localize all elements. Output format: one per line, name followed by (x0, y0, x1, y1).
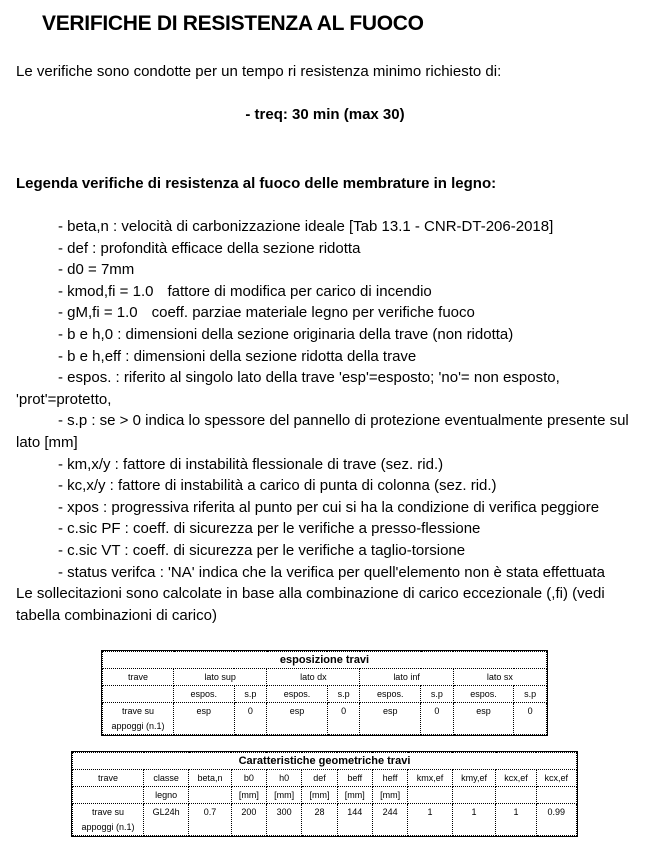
page-title: VERIFICHE DI RESISTENZA AL FUOCO (42, 12, 424, 35)
table-cell: esp (360, 703, 421, 735)
intro-text: Le verifiche sono condotte per un tempo ri resistenza minimo richiesto di: (16, 63, 502, 80)
closing-text: Le sollecitazioni sono calcolate in base alla combinazione di carico eccezionale (,fi) (vedi tabella combinazioni di carico) (16, 585, 605, 624)
table-cell: 0 (514, 703, 547, 735)
column-subheader: espos. (453, 686, 514, 703)
legend-item: - status verifca : 'NA' indica che la verifica per quell'elemento non è stata effettuata (58, 563, 605, 581)
column-subheader: espos. (360, 686, 421, 703)
table-cell: 1 (408, 804, 453, 836)
column-header: lato dx (267, 669, 360, 686)
table-cell: 244 (372, 804, 407, 836)
unit-cell (496, 787, 536, 804)
legend-item: - km,x/y : fattore di instabilità flessionale di trave (sez. rid.) (58, 455, 444, 473)
legend-item: - gM,fi = 1.0 coeff. parziae materiale legno per verifiche fuoco (58, 304, 475, 322)
column-header: kmx,ef (408, 770, 453, 787)
column-header: trave (73, 770, 144, 787)
legend-item: - xpos : progressiva riferita al punto per cui si ha la condizione di verifica peggiore (58, 498, 600, 516)
legend-item: - b e h,eff : dimensioni della sezione ridotta della trave (58, 347, 417, 365)
table-cell: 0.99 (536, 804, 576, 836)
legend-item: - c.sic VT : coeff. di sicurezza per le verifiche a taglio-torsione (58, 541, 466, 559)
table-caption: esposizione travi (103, 652, 547, 669)
legend-item: - c.sic PF : coeff. di sicurezza per le verifiche a presso-flessione (58, 520, 481, 538)
table-row (73, 804, 577, 836)
table-cell: 1 (452, 804, 496, 836)
legend-item: - b e h,0 : dimensioni della sezione originaria della trave (non ridotta) (58, 325, 514, 343)
table-cell: 0 (421, 703, 454, 735)
legend-item: - beta,n : velocità di carbonizzazione ideale [Tab 13.1 - CNR-DT-206-2018] (58, 218, 554, 235)
unit-cell (452, 787, 496, 804)
exposure-table (102, 651, 547, 735)
column-subheader: s.p (327, 686, 360, 703)
table-caption: Caratteristiche geometriche travi (73, 753, 577, 770)
column-header: classe (144, 770, 189, 787)
table-units-row (73, 787, 577, 804)
required-time: - treq: 30 min (max 30) (245, 106, 405, 123)
column-header: lato sup (174, 669, 267, 686)
legend-item: - kc,x/y : fattore di instabilità a carico di punta di colonna (sez. rid.) (58, 477, 497, 495)
legend-title: Legenda verifiche di resistenza al fuoco delle membrature in legno: (16, 175, 497, 192)
column-subheader: s.p (514, 686, 547, 703)
column-header: h0 (266, 770, 301, 787)
table-cell: 300 (266, 804, 301, 836)
unit-cell: [mm] (337, 787, 372, 804)
table-cell: 28 (302, 804, 337, 836)
table-cell: esp (267, 703, 328, 735)
legend-item: - kmod,fi = 1.0 fattore di modifica per carico di incendio (58, 282, 432, 300)
column-subheader: espos. (267, 686, 328, 703)
legend-item: - d0 = 7mm (58, 261, 135, 279)
legend-item: - s.p : se > 0 indica lo spessore del pannello di protezione eventualmente presente sul lato [mm] (16, 412, 629, 451)
column-header: trave (103, 669, 174, 686)
unit-cell: [mm] (231, 787, 266, 804)
column-header: def (302, 770, 337, 787)
legend (16, 216, 641, 626)
column-subheader: s.p (421, 686, 454, 703)
column-header: kmy,ef (452, 770, 496, 787)
legend-item: - espos. : riferito al singolo lato della trave 'esp'=esposto; 'no'= non esposto, 'prot'=protetto, (16, 369, 560, 408)
column-header: lato sx (453, 669, 546, 686)
legend-item: - def : profondità efficace della sezione ridotta (58, 239, 361, 257)
column-subheader (103, 686, 174, 703)
column-header: b0 (231, 770, 266, 787)
table-subheader-row (103, 686, 547, 703)
unit-cell: [mm] (266, 787, 301, 804)
column-header: heff (372, 770, 407, 787)
table-cell: trave su appoggi (n.1) (103, 703, 174, 735)
table-cell: 0 (234, 703, 267, 735)
table-cell: esp (453, 703, 514, 735)
unit-cell (408, 787, 453, 804)
column-header: beff (337, 770, 372, 787)
unit-cell (189, 787, 231, 804)
table-cell: 200 (231, 804, 266, 836)
column-header: beta,n (189, 770, 231, 787)
geometry-table (72, 752, 577, 836)
table-cell: 144 (337, 804, 372, 836)
table-cell: esp (174, 703, 235, 735)
column-header: lato inf (360, 669, 453, 686)
table-cell: trave su appoggi (n.1) (73, 804, 144, 836)
table-cell: 0 (327, 703, 360, 735)
column-header: kcx,ef (496, 770, 536, 787)
table-header-row (103, 669, 547, 686)
table-row (103, 703, 547, 735)
unit-cell: legno (144, 787, 189, 804)
table-header-row (73, 770, 577, 787)
unit-cell: [mm] (302, 787, 337, 804)
unit-cell (73, 787, 144, 804)
table-cell: GL24h (144, 804, 189, 836)
column-subheader: s.p (234, 686, 267, 703)
table-cell: 1 (496, 804, 536, 836)
column-subheader: espos. (174, 686, 235, 703)
unit-cell (536, 787, 576, 804)
column-header: kcx,ef (536, 770, 576, 787)
unit-cell: [mm] (372, 787, 407, 804)
table-cell: 0.7 (189, 804, 231, 836)
